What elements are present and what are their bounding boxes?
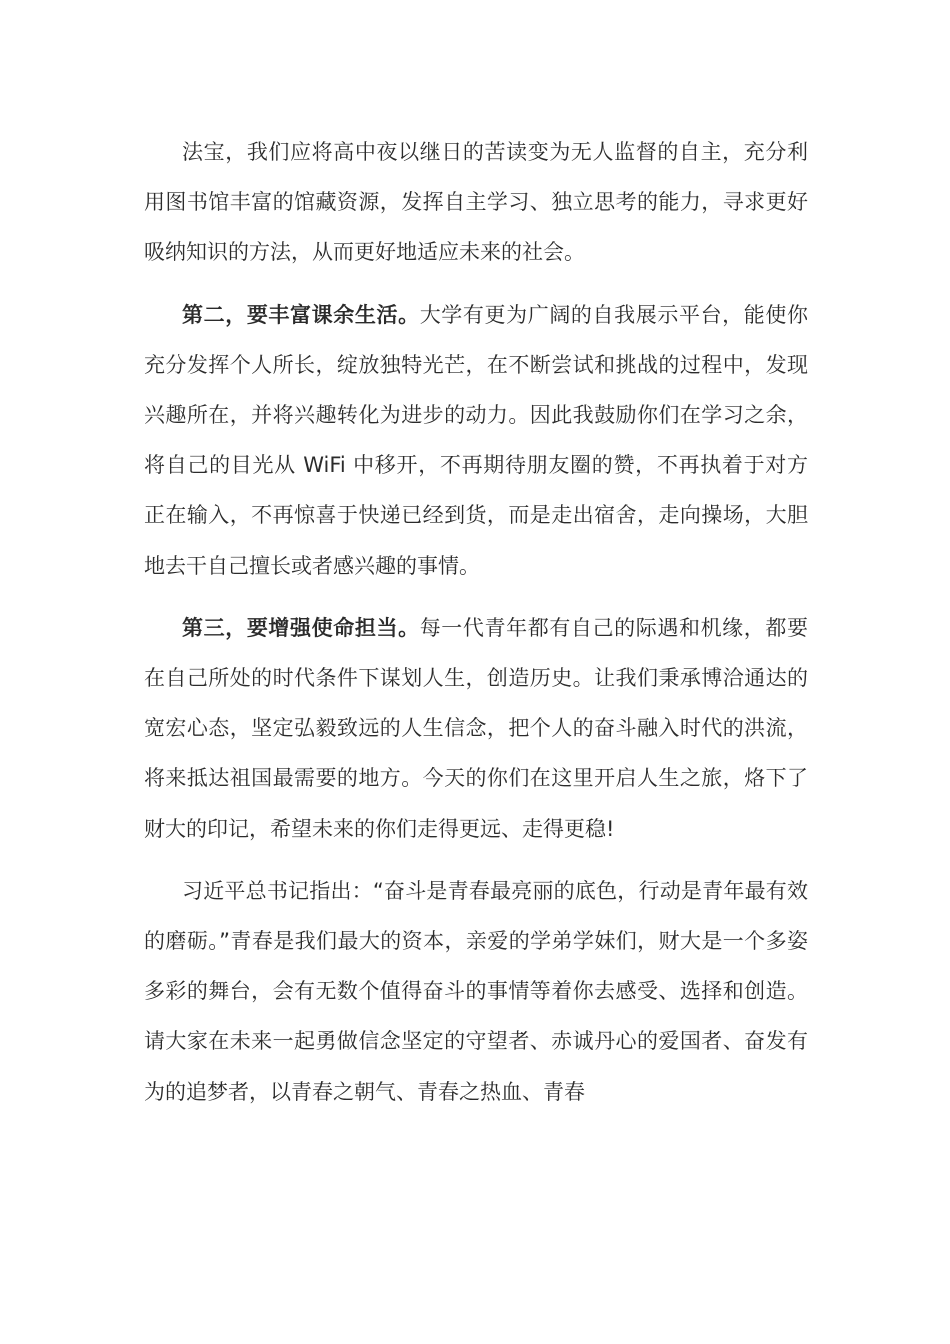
- paragraph-heading: 第三，要增强使命担当。: [182, 615, 420, 640]
- paragraph-text: 大学有更为广阔的自我展示平台，能使你充分发挥个人所长，绽放独特光芒，在不断尝试和挑战的过程中，发现兴趣所在，并将兴趣转化为进步的动力。因此我鼓励你们在学习之余，将自己的目光从 WiFi 中移开，不再期待朋友圈的赞，不再执着于对方正在输入，不再惊喜于快递已经到货，而是走出宿舍，走向操场，大胆地去干自己擅长或者感兴趣的事情。: [144, 302, 809, 578]
- paragraph-text: 法宝，我们应将高中夜以继日的苦读变为无人监督的自主，充分利用图书馆丰富的馆藏资源，发挥自主学习、独立思考的能力，寻求更好吸纳知识的方法，从而更好地适应未来的社会。: [144, 140, 808, 265]
- paragraph-quote: [144, 866, 808, 1117]
- paragraph-text: 习近平总书记指出：“奋斗是青春最亮丽的底色，行动是青年最有效的磨砺。”青春是我们最大的资本，亲爱的学弟学妹们，财大是一个多姿多彩的舞台，会有无数个值得奋斗的事情等着你去感受、选择和创造。请大家在未来一起勇做信念坚定的守望者、赤诚丹心的爱国者、奋发有为的追梦者，以青春之朝气、青春之热血、青春: [144, 878, 808, 1104]
- paragraph-mission-responsibility: [144, 603, 808, 854]
- paragraph-study-methods: [144, 127, 808, 278]
- paragraph-text: 每一代青年都有自己的际遇和机缘，都要在自己所处的时代条件下谋划人生，创造历史。让我们秉承博洽通达的宽宏心态，坚定弘毅致远的人生信念，把个人的奋斗融入时代的洪流，将来抵达祖国最需要的地方。今天的你们在这里开启人生之旅，烙下了财大的印记，希望未来的你们走得更远、走得更稳!: [144, 615, 809, 841]
- paragraph-heading: 第二，要丰富课余生活。: [182, 302, 420, 327]
- document-page: [144, 127, 808, 1129]
- paragraph-extracurricular-life: [144, 290, 808, 591]
